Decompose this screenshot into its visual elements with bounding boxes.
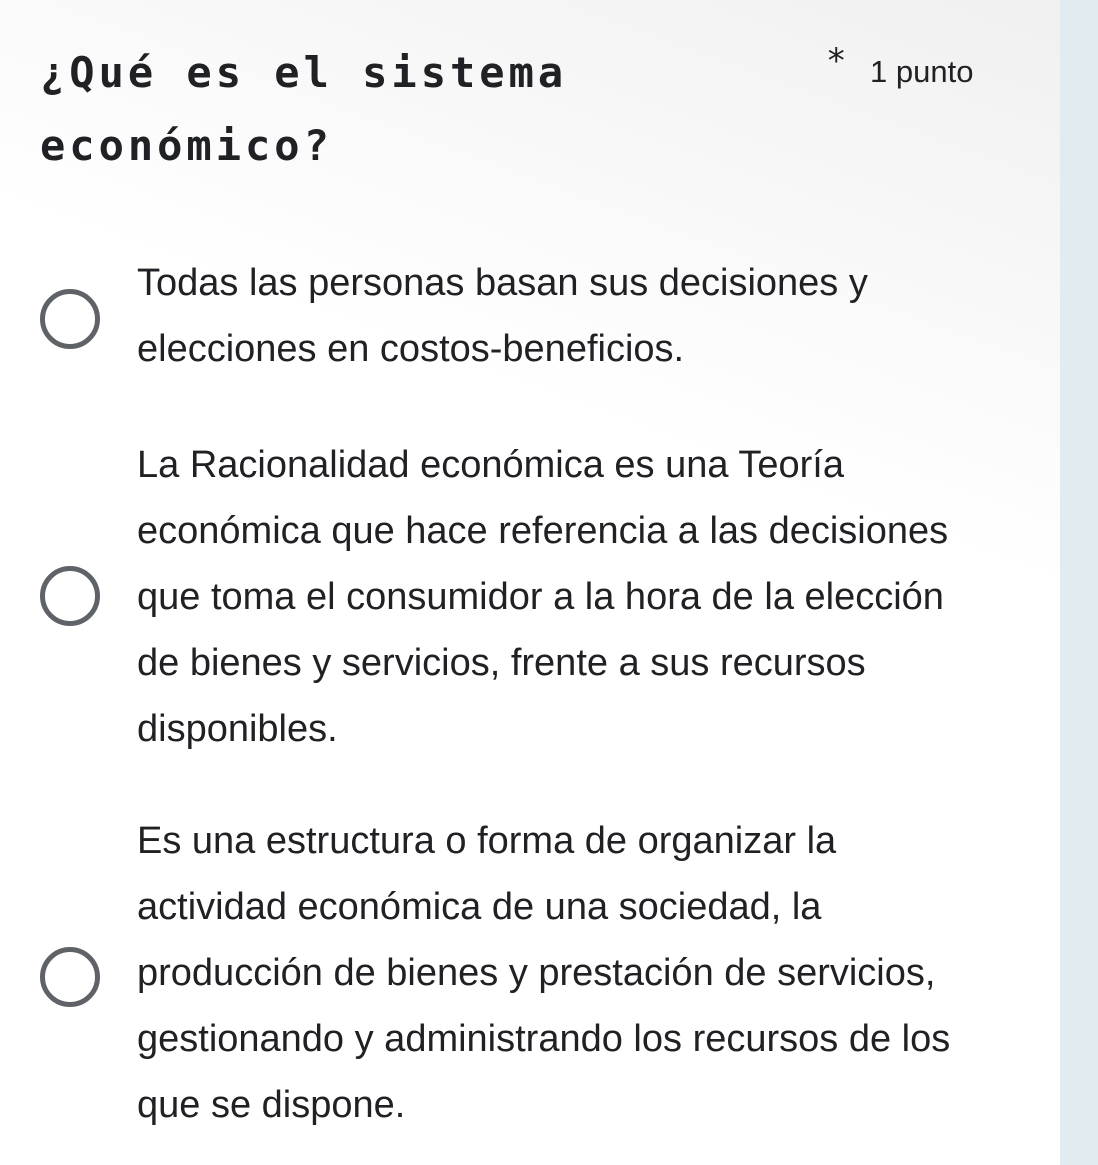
required-asterisk: * <box>826 41 847 81</box>
option-2-label[interactable]: La Racionalidad económica es una Teoría económica que hace referencia a las decisiones que toma el consumidor a la hora de la elección de bienes y servicios, frente a sus recursos disponibles. <box>137 444 949 750</box>
option-2[interactable] <box>0 432 1060 762</box>
question-title: ¿Qué es el sistema económico? <box>40 48 568 170</box>
option-3-label[interactable]: Es una estructura o forma de organizar la actividad económica de una sociedad, la producción de bienes y prestación de servicios, gestionando y administrando los recursos de los que se dispone. <box>137 820 951 1126</box>
option-1-label[interactable]: Todas las personas basan sus decisiones y elecciones en costos-beneficios. <box>137 262 868 370</box>
radio-button-option-2[interactable] <box>40 566 100 626</box>
radio-button-option-1[interactable] <box>40 289 100 349</box>
option-3[interactable] <box>0 808 1060 1138</box>
option-1[interactable] <box>0 250 1060 390</box>
points-label: 1 punto <box>870 54 974 89</box>
radio-button-option-3[interactable] <box>40 947 100 1007</box>
page-background-strip <box>1060 0 1098 1165</box>
